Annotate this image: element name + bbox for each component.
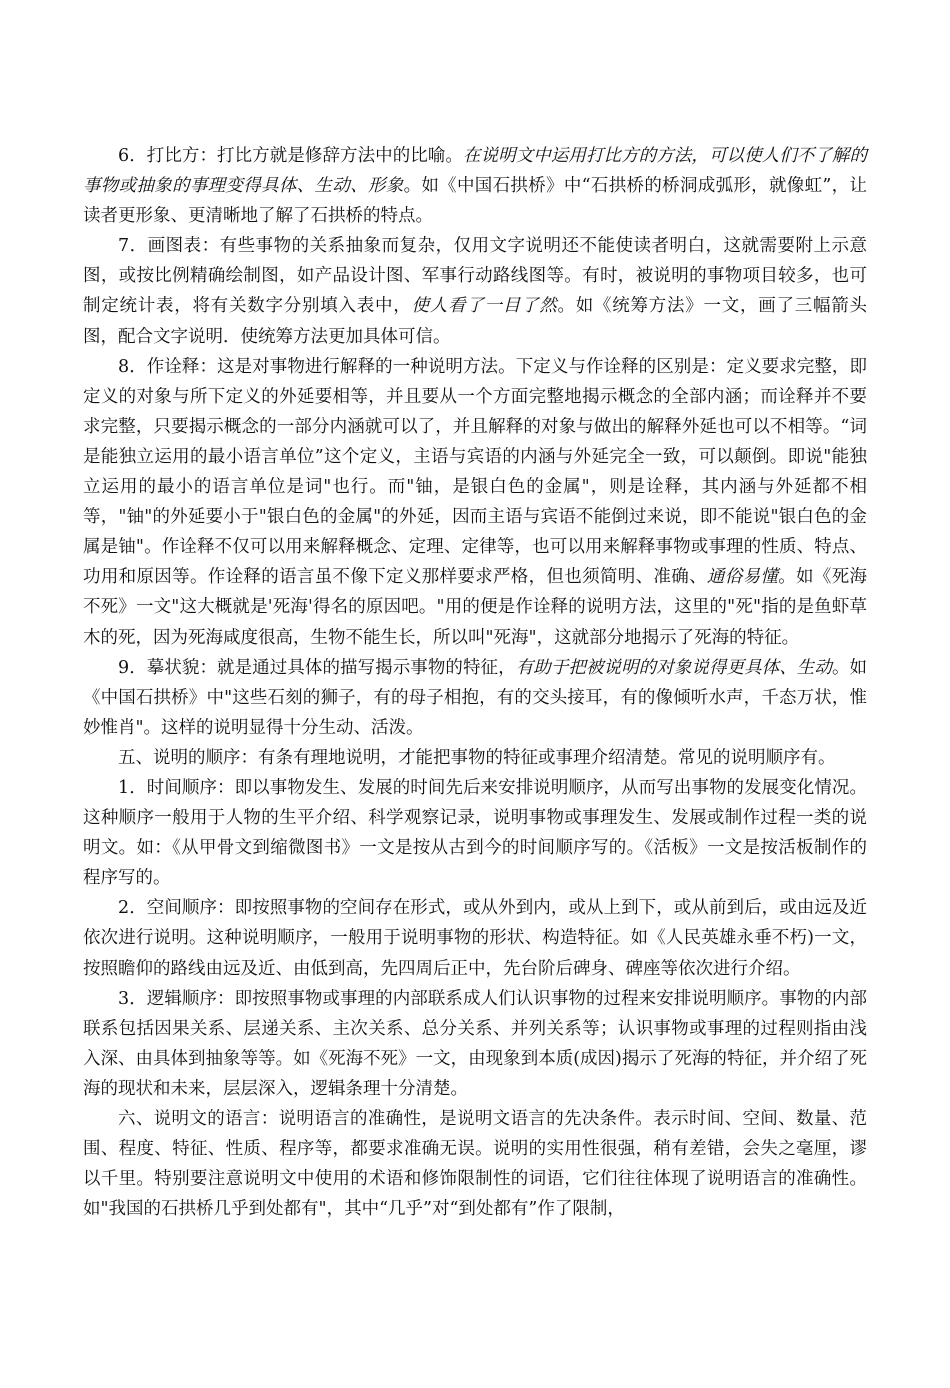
paragraph-p-order-2 xyxy=(83,893,867,983)
body-text: 。如《死海不死》一文"这大概就是'死海'得名的原因吧。"用的便是作诠释的说明方法，这里的"死"指的是鱼虾草木的死，因为死海咸度很高，生物不能生长，所以叫"死海"，这就部分地揭示了死海的特征。 xyxy=(83,567,868,648)
emphasis-text: 在说明文中运用打比方的方法，可以使人们不了解的事物或抽象的事理变得具体、生动、形象 xyxy=(83,146,867,197)
document-body xyxy=(83,141,867,1224)
body-text: 1．时间顺序：即以事物发生、发展的时间先后来安排说明顺序，从而写出事物的发展变化情况。这种顺序一般用于人物的生平介绍、科学观察记录，说明事物或事理发生、发展或制作过程一类的说明文。如：《从甲骨文到缩微图书》一文是按从古到今的时间顺序写的。《活板》一文是按活板制作的程序写的。 xyxy=(83,777,867,889)
body-text: 3．逻辑顺序：即按照事物或事理的内部联系成人们认识事物的过程来安排说明顺序。事物的内部联系包括因果关系、层递关系、主次关系、总分关系、并列关系等；认识事物或事理的过程则指由浅入深、由具体到抽象等等。如《死海不死》一文，由现象到本质(成因)揭示了死海的特征，并介绍了死海的现状和未来，层层深入，逻辑条理十分清楚。 xyxy=(83,988,867,1099)
body-text: 9．摹状貌：就是通过具体的描写揭示事物的特征， xyxy=(118,657,516,678)
paragraph-p-language xyxy=(83,1104,867,1224)
body-text: 五、说明的顺序：有条有理地说明，才能把事物的特征或事理介绍清楚。常见的说明顺序有。 xyxy=(118,747,836,768)
body-text: 。如《中国石拱桥》中“石拱桥的桥洞成弧形，就像虹”，让读者更形象、更清晰地了解了石拱桥的特点。 xyxy=(83,176,867,227)
paragraph-p-order-1 xyxy=(83,773,867,893)
paragraph-p8 xyxy=(83,352,867,653)
paragraph-p9 xyxy=(83,653,867,743)
emphasis-text: 使人看了一目了然 xyxy=(411,296,558,317)
emphasis-text: 有助于把被说明的对象说得更具体、生动 xyxy=(515,657,832,678)
body-text: 6．打比方：打比方就是修辞方法中的比喻。 xyxy=(118,146,463,166)
body-text: 。如《统筹方法》一文，画了三幅箭头图，配合文字说明．使统筹方法更加具体可信。 xyxy=(83,296,867,347)
body-text: 2．空间顺序：即按照事物的空间存在形式，或从外到内，或从上到下，或从前到后，或由远及近依次进行说明。这种说明顺序，一般用于说明事物的形状、构造特征。如《人民英雄永垂不朽)一文，按照瞻仰的路线由远及近、由低到高，先四周后正中，先台阶后碑身、碑座等依次进行介绍。 xyxy=(83,898,867,979)
body-text: 7．画图表：有些事物的关系抽象而复杂，仅用文字说明还不能使读者明白，这就需要附上示意图，或按比例精确绘制图，如产品设计图、军事行动路线图等。有时，被说明的事物项目较多，也可制定统计表，将有关数字分别填入表中， xyxy=(83,236,867,317)
body-text: 。如《中国石拱桥》中"这些石刻的狮子，有的母子相抱，有的交头接耳，有的像倾听水声，千态万状，惟妙惟肖"。这样的说明显得十分生动、活泼。 xyxy=(83,657,868,738)
paragraph-p6 xyxy=(83,141,867,231)
paragraph-p-order xyxy=(83,743,867,773)
paragraph-p-order-3 xyxy=(83,984,867,1104)
body-text: 六、说明文的语言：说明语言的准确性，是说明文语言的先决条件。表示时间、空间、数量、范围、程度、特征、性质、程序等，都要求准确无误。说明的实用性很强，稍有差错，会失之毫厘，谬以千里。特别要注意说明文中使用的术语和修饰限制性的词语，它们往往体现了说明语言的准确性。如"我国的石拱桥几乎到处都有"，其中“几乎”对“到处都有”作了限制， xyxy=(83,1109,867,1220)
paragraph-p7 xyxy=(83,231,867,351)
body-text: 8．作诠释：这是对事物进行解释的一种说明方法。下定义与作诠释的区别是：定义要求完整，即定义的对象与所下定义的外延要相等，并且要从一个方面完整地揭示概念的全部内涵；而诠释并不要求完整，只要揭示概念的一部分内涵就可以了，并且解释的对象与做出的解释外延也可以不相等。“词是能独立运用的最小语言单位”这个定义，主语与宾语的内涵与外延完全一致，可以颠倒。即说"能独立运用的最小的语言单位是词"也行。而"铀，是银白色的金属"，则是诠释，其内涵与外延都不相等，"铀"的外延要小于"银白色的金属"的外延，因而主语与宾语不能倒过来说，即不能说"银白色的金属是铀"。作诠释不仅可以用来解释概念、定理、定律等，也可以用来解释事物或事理的性质、特点、功用和原因等。作诠释的语言虽不像下定义那样要求严格，但也须简明、准确、 xyxy=(83,356,867,588)
emphasis-text: 通俗易懂 xyxy=(706,567,779,588)
